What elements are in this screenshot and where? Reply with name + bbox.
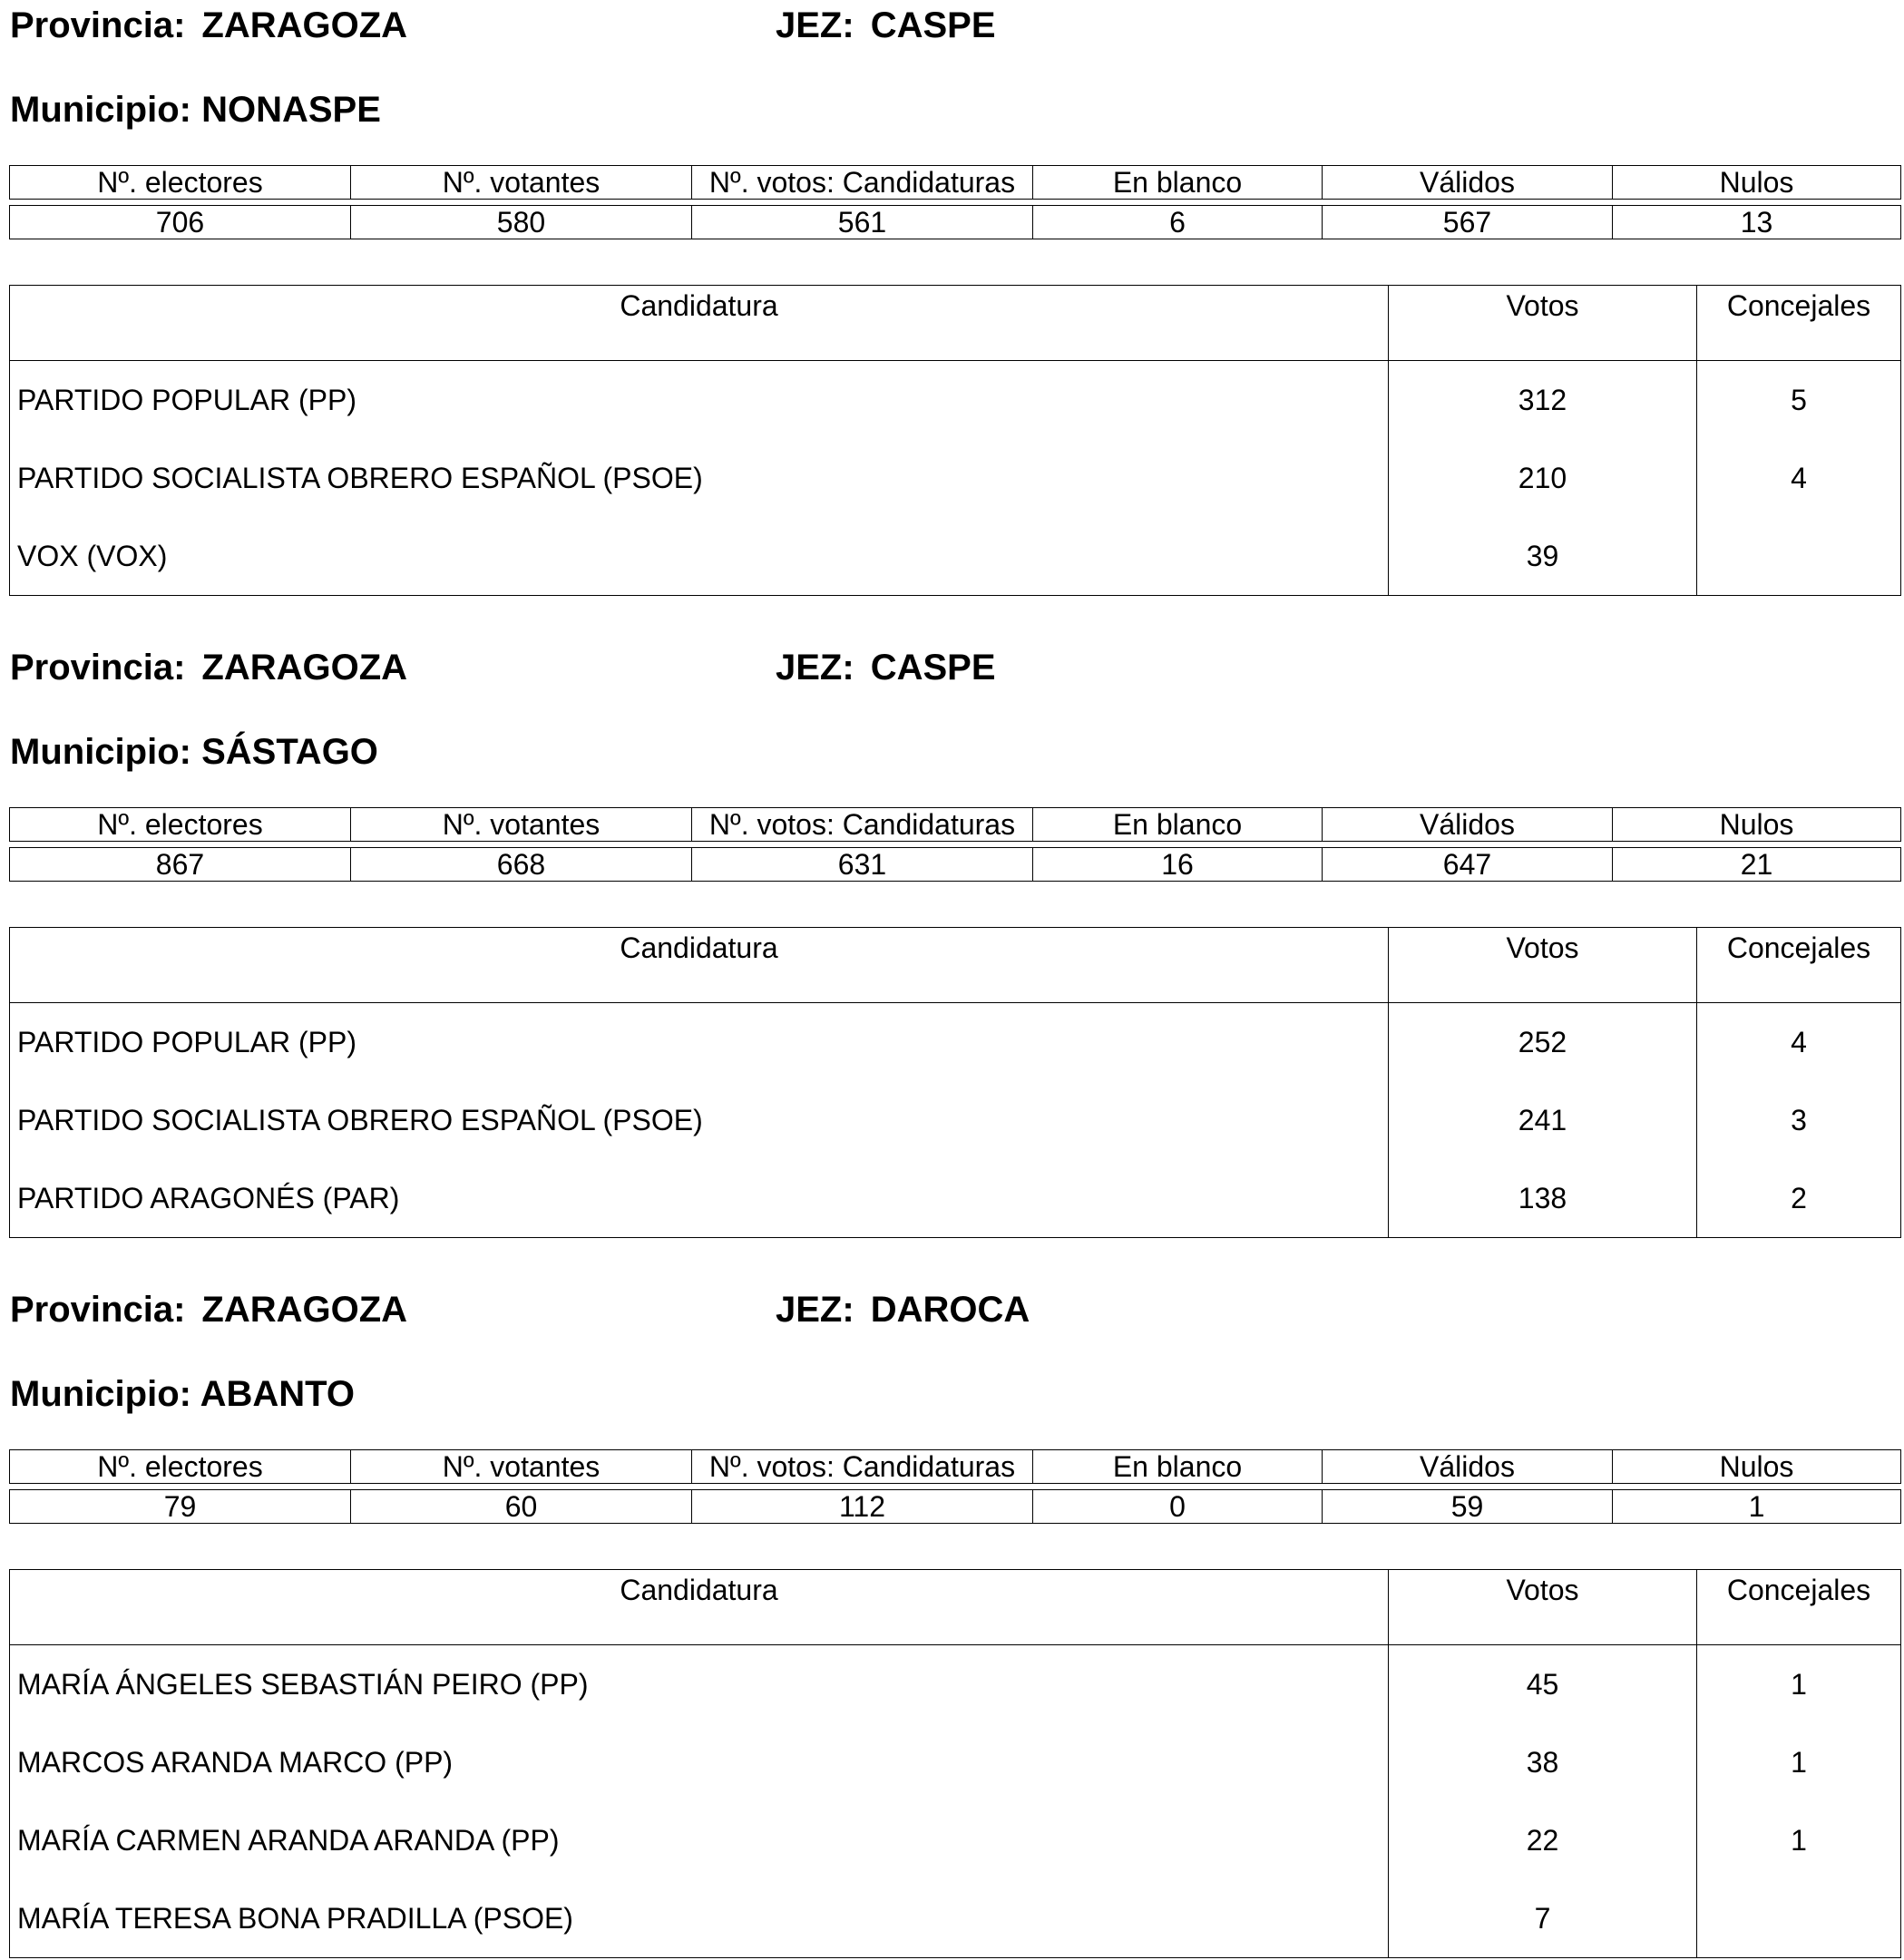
stats-header-votos-candidaturas: Nº. votos: Candidaturas <box>692 166 1033 200</box>
jez-value: CASPE <box>870 648 996 687</box>
stats-votos-candidaturas: 561 <box>692 206 1033 239</box>
candidate-name: VOX (VOX) <box>10 517 1389 596</box>
stats-header-electores: Nº. electores <box>10 1450 351 1484</box>
stats-header-votos-candidaturas: Nº. votos: Candidaturas <box>692 808 1033 842</box>
stats-header-nulos: Nulos <box>1613 1450 1901 1484</box>
stats-nulos: 1 <box>1613 1490 1901 1524</box>
provincia-line <box>10 649 407 686</box>
stats-header-table <box>9 1449 1901 1484</box>
stats-en-blanco: 16 <box>1033 848 1323 882</box>
municipio-label: Municipio: <box>10 90 191 130</box>
candidates-table <box>9 927 1901 1238</box>
municipio-line <box>10 734 378 770</box>
candidate-votos: 7 <box>1389 1879 1697 1958</box>
candidate-row <box>10 1645 1901 1724</box>
cand-header-votos: Votos <box>1389 928 1697 1003</box>
candidate-row <box>10 1159 1901 1238</box>
jez-label: JEZ: <box>776 648 854 687</box>
stats-votos-candidaturas: 112 <box>692 1490 1033 1524</box>
stats-header-en-blanco: En blanco <box>1033 1450 1323 1484</box>
candidate-row <box>10 361 1901 440</box>
cand-header-votos: Votos <box>1389 1570 1697 1645</box>
candidate-votos: 241 <box>1389 1081 1697 1159</box>
municipality-section <box>0 1284 1904 1960</box>
candidate-row <box>10 517 1901 596</box>
candidates-table <box>9 285 1901 596</box>
stats-header-validos: Válidos <box>1323 1450 1613 1484</box>
stats-header-votantes: Nº. votantes <box>351 166 692 200</box>
candidate-votos: 138 <box>1389 1159 1697 1238</box>
cand-header-concejales: Concejales <box>1697 928 1901 1003</box>
municipio-value: ABANTO <box>200 1374 355 1414</box>
cand-header-votos: Votos <box>1389 286 1697 361</box>
cand-header-concejales: Concejales <box>1697 286 1901 361</box>
provincia-line <box>10 7 407 44</box>
candidate-name: PARTIDO POPULAR (PP) <box>10 1003 1389 1082</box>
candidate-row <box>10 1723 1901 1801</box>
candidate-name: PARTIDO POPULAR (PP) <box>10 361 1389 440</box>
candidate-name: PARTIDO ARAGONÉS (PAR) <box>10 1159 1389 1238</box>
stats-nulos: 13 <box>1613 206 1901 239</box>
candidate-concejales: 1 <box>1697 1645 1901 1724</box>
candidate-votos: 22 <box>1389 1801 1697 1879</box>
candidate-votos: 38 <box>1389 1723 1697 1801</box>
provincia-line <box>10 1292 407 1328</box>
candidate-name: MARÍA ÁNGELES SEBASTIÁN PEIRO (PP) <box>10 1645 1389 1724</box>
municipio-value: SÁSTAGO <box>201 732 378 772</box>
municipio-line <box>10 92 381 128</box>
stats-validos: 567 <box>1323 206 1613 239</box>
stats-votantes: 580 <box>351 206 692 239</box>
jez-value: DAROCA <box>870 1290 1030 1330</box>
candidate-concejales: 5 <box>1697 361 1901 440</box>
stats-value-table <box>9 205 1901 239</box>
cand-header-concejales: Concejales <box>1697 1570 1901 1645</box>
candidate-name: MARÍA TERESA BONA PRADILLA (PSOE) <box>10 1879 1389 1958</box>
stats-header-validos: Válidos <box>1323 166 1613 200</box>
candidate-name: PARTIDO SOCIALISTA OBRERO ESPAÑOL (PSOE) <box>10 1081 1389 1159</box>
stats-header-validos: Válidos <box>1323 808 1613 842</box>
candidate-concejales: 1 <box>1697 1801 1901 1879</box>
candidates-table <box>9 1569 1901 1958</box>
jez-label: JEZ: <box>776 5 854 45</box>
candidate-name: MARCOS ARANDA MARCO (PP) <box>10 1723 1389 1801</box>
stats-header-nulos: Nulos <box>1613 808 1901 842</box>
candidate-concejales <box>1697 1879 1901 1958</box>
stats-nulos: 21 <box>1613 848 1901 882</box>
municipality-section <box>0 642 1904 1285</box>
stats-header-table <box>9 807 1901 842</box>
stats-header-votantes: Nº. votantes <box>351 1450 692 1484</box>
stats-header-en-blanco: En blanco <box>1033 808 1323 842</box>
stats-header-electores: Nº. electores <box>10 808 351 842</box>
provincia-value: ZARAGOZA <box>201 1290 408 1330</box>
stats-header-electores: Nº. electores <box>10 166 351 200</box>
candidate-name: PARTIDO SOCIALISTA OBRERO ESPAÑOL (PSOE) <box>10 439 1389 517</box>
candidate-votos: 312 <box>1389 361 1697 440</box>
cand-header-candidatura: Candidatura <box>10 286 1389 361</box>
candidate-concejales: 4 <box>1697 1003 1901 1082</box>
stats-votos-candidaturas: 631 <box>692 848 1033 882</box>
candidate-votos: 39 <box>1389 517 1697 596</box>
candidate-votos: 210 <box>1389 439 1697 517</box>
stats-value-table <box>9 847 1901 882</box>
provincia-label: Provincia: <box>10 648 186 687</box>
provincia-value: ZARAGOZA <box>201 648 408 687</box>
stats-value-table <box>9 1489 1901 1524</box>
candidate-concejales <box>1697 517 1901 596</box>
jez-line <box>776 7 996 44</box>
municipio-line <box>10 1376 355 1412</box>
stats-votantes: 668 <box>351 848 692 882</box>
candidate-row <box>10 1879 1901 1958</box>
stats-header-nulos: Nulos <box>1613 166 1901 200</box>
candidate-concejales: 1 <box>1697 1723 1901 1801</box>
jez-line <box>776 649 996 686</box>
stats-header-en-blanco: En blanco <box>1033 166 1323 200</box>
cand-header-candidatura: Candidatura <box>10 1570 1389 1645</box>
stats-electores: 706 <box>10 206 351 239</box>
candidate-row <box>10 1081 1901 1159</box>
candidate-row <box>10 439 1901 517</box>
provincia-value: ZARAGOZA <box>201 5 408 45</box>
stats-validos: 647 <box>1323 848 1613 882</box>
candidate-concejales: 4 <box>1697 439 1901 517</box>
stats-electores: 867 <box>10 848 351 882</box>
municipio-label: Municipio: <box>10 732 191 772</box>
candidate-row <box>10 1003 1901 1082</box>
candidate-row <box>10 1801 1901 1879</box>
municipio-label: Municipio: <box>10 1374 191 1414</box>
provincia-label: Provincia: <box>10 5 186 45</box>
stats-header-votos-candidaturas: Nº. votos: Candidaturas <box>692 1450 1033 1484</box>
candidate-name: MARÍA CARMEN ARANDA ARANDA (PP) <box>10 1801 1389 1879</box>
stats-electores: 79 <box>10 1490 351 1524</box>
stats-en-blanco: 6 <box>1033 206 1323 239</box>
candidate-votos: 252 <box>1389 1003 1697 1082</box>
jez-value: CASPE <box>870 5 996 45</box>
stats-votantes: 60 <box>351 1490 692 1524</box>
municipality-section <box>0 0 1904 643</box>
stats-validos: 59 <box>1323 1490 1613 1524</box>
candidate-concejales: 2 <box>1697 1159 1901 1238</box>
stats-header-table <box>9 165 1901 200</box>
jez-line <box>776 1292 1030 1328</box>
provincia-label: Provincia: <box>10 1290 186 1330</box>
jez-label: JEZ: <box>776 1290 854 1330</box>
candidate-concejales: 3 <box>1697 1081 1901 1159</box>
stats-en-blanco: 0 <box>1033 1490 1323 1524</box>
cand-header-candidatura: Candidatura <box>10 928 1389 1003</box>
candidate-votos: 45 <box>1389 1645 1697 1724</box>
stats-header-votantes: Nº. votantes <box>351 808 692 842</box>
municipio-value: NONASPE <box>201 90 381 130</box>
